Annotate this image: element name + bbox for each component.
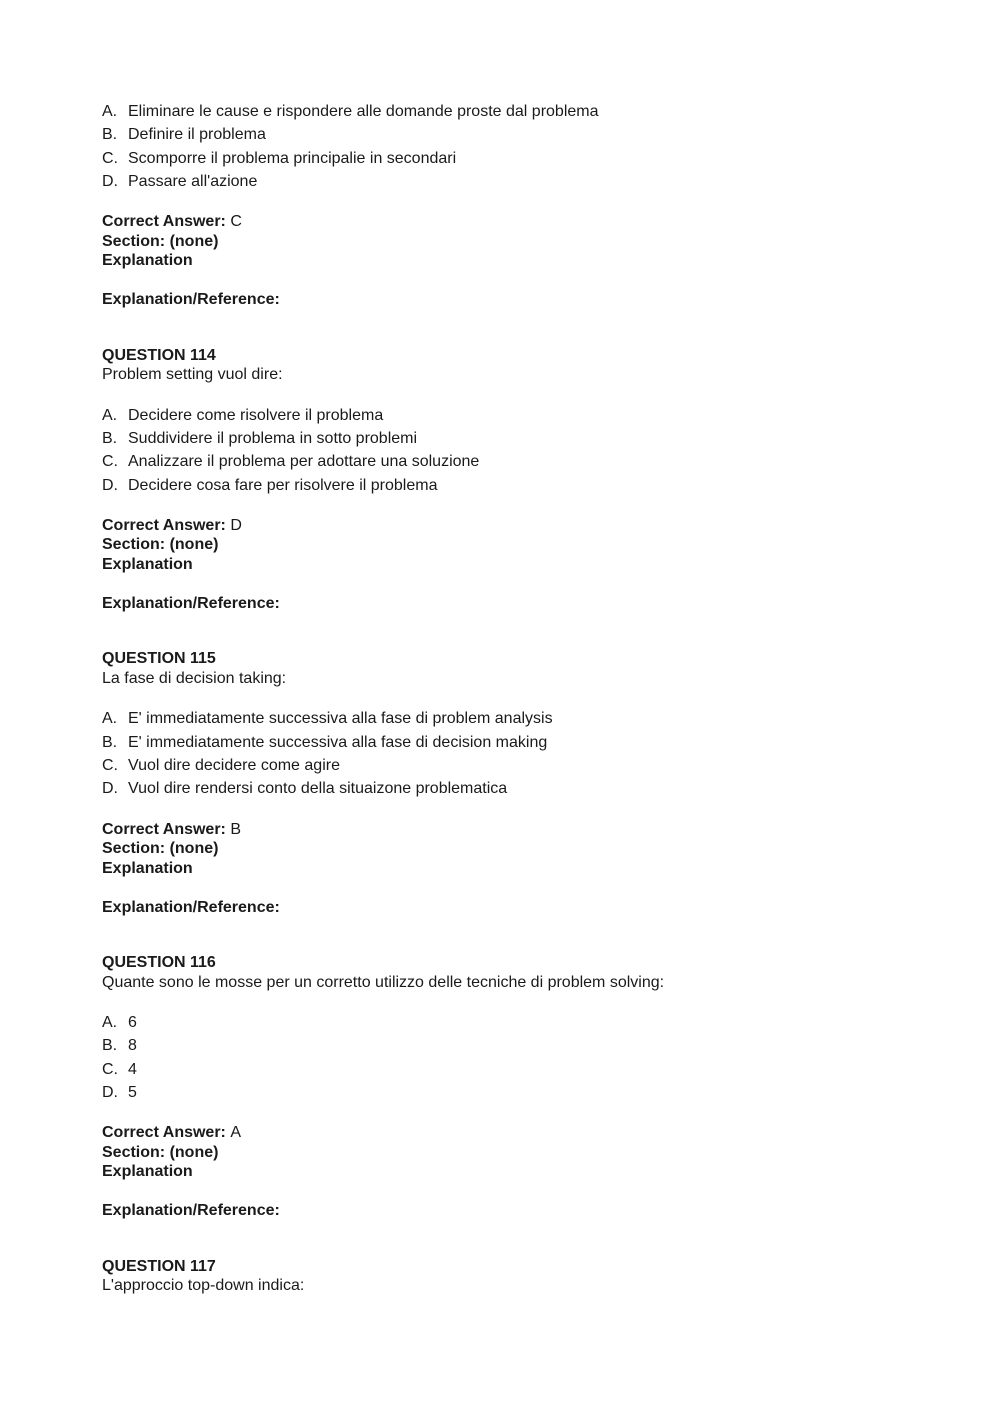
option-d: [102, 170, 922, 193]
option-a: [102, 707, 922, 730]
explanation-label: Explanation: [102, 252, 193, 270]
question-block: [102, 346, 922, 614]
option-text: 8: [128, 1037, 137, 1055]
option-text: Vuol dire rendersi conto della situaizone problematica: [128, 780, 508, 798]
option-b: [102, 1034, 922, 1057]
option-c: [102, 1058, 922, 1081]
document-page: [102, 100, 922, 1296]
question-block: [102, 1257, 922, 1296]
option-text: Passare all'azione: [128, 172, 258, 190]
question-text: Problem setting vuol dire:: [102, 366, 283, 384]
explanation-label: Explanation: [102, 555, 193, 573]
option-text: Scomporre il problema principalie in secondari: [128, 149, 457, 167]
correct-answer: [102, 212, 922, 232]
question-header: QUESTION 116: [102, 954, 216, 972]
option-text: Decidere come risolvere il problema: [128, 406, 384, 424]
section-label: Section: (none): [102, 1143, 219, 1161]
option-letter: B.: [102, 733, 118, 751]
question-text: L'approccio top-down indica:: [102, 1277, 305, 1295]
question-text: Quante sono le mosse per un corretto utilizzo delle tecniche di problem solving:: [102, 973, 665, 991]
option-letter: A.: [102, 1014, 118, 1032]
question-header: QUESTION 117: [102, 1257, 216, 1275]
option-d: [102, 777, 922, 800]
option-letter: D.: [102, 780, 118, 798]
option-letter: B.: [102, 429, 118, 447]
explanation-label: Explanation: [102, 859, 193, 877]
option-letter: C.: [102, 453, 118, 471]
question-header: QUESTION 115: [102, 650, 216, 668]
option-c: [102, 147, 922, 170]
option-text: 4: [128, 1060, 137, 1078]
correct-answer: [102, 516, 922, 536]
option-letter: B.: [102, 1037, 118, 1055]
option-text: Eliminare le cause e rispondere alle domande proste dal problema: [128, 103, 599, 120]
section-label: Section: (none): [102, 536, 219, 554]
question-block: [102, 649, 922, 917]
correct-answer-label: Correct Answer:: [102, 516, 226, 534]
correct-answer-value: C: [230, 213, 242, 231]
option-letter: A.: [102, 406, 118, 424]
correct-answer-label: Correct Answer:: [102, 820, 226, 838]
option-text: Analizzare il problema per adottare una soluzione: [128, 453, 480, 471]
option-a: [102, 100, 922, 123]
option-c: [102, 450, 922, 473]
option-letter: D.: [102, 476, 118, 494]
option-letter: C.: [102, 756, 118, 774]
option-text: Suddividere il problema in sotto problemi: [128, 429, 418, 447]
option-d: [102, 474, 922, 497]
option-b: [102, 731, 922, 754]
option-b: [102, 427, 922, 450]
question-header: QUESTION 114: [102, 346, 216, 364]
correct-answer-value: D: [230, 516, 242, 534]
option-list: [102, 100, 922, 193]
option-text: 6: [128, 1014, 137, 1032]
section-label: Section: (none): [102, 232, 219, 250]
correct-answer-label: Correct Answer:: [102, 213, 226, 231]
correct-answer: [102, 1123, 922, 1143]
correct-answer-value: A: [230, 1124, 242, 1142]
option-text: E' immediatamente successiva alla fase di decision making: [128, 733, 548, 751]
option-text: E' immediatamente successiva alla fase di problem analysis: [128, 710, 553, 728]
option-letter: C.: [102, 1060, 118, 1078]
explanation-label: Explanation: [102, 1163, 193, 1181]
explanation-reference-label: Explanation/Reference:: [102, 291, 280, 309]
question-text: La fase di decision taking:: [102, 669, 287, 687]
explanation-reference-label: Explanation/Reference:: [102, 594, 280, 612]
correct-answer-label: Correct Answer:: [102, 1124, 226, 1142]
explanation-reference-label: Explanation/Reference:: [102, 898, 280, 916]
question-block: [102, 953, 922, 1221]
section-label: Section: (none): [102, 840, 219, 858]
option-text: Decidere cosa fare per risolvere il problema: [128, 476, 438, 494]
option-list: [102, 1011, 922, 1104]
option-letter: A.: [102, 710, 118, 728]
correct-answer: [102, 820, 922, 840]
option-c: [102, 754, 922, 777]
option-list: [102, 404, 922, 497]
option-text: 5: [128, 1083, 137, 1101]
option-d: [102, 1081, 922, 1104]
option-letter: D.: [102, 172, 118, 190]
explanation-reference-label: Explanation/Reference:: [102, 1202, 280, 1220]
option-letter: C.: [102, 149, 118, 167]
option-list: [102, 707, 922, 800]
option-letter: A.: [102, 103, 118, 120]
option-b: [102, 123, 922, 146]
option-text: Definire il problema: [128, 126, 266, 144]
option-a: [102, 1011, 922, 1034]
option-text: Vuol dire decidere come agire: [128, 756, 340, 774]
option-letter: D.: [102, 1083, 118, 1101]
option-a: [102, 404, 922, 427]
option-letter: B.: [102, 126, 118, 144]
correct-answer-value: B: [230, 820, 242, 838]
